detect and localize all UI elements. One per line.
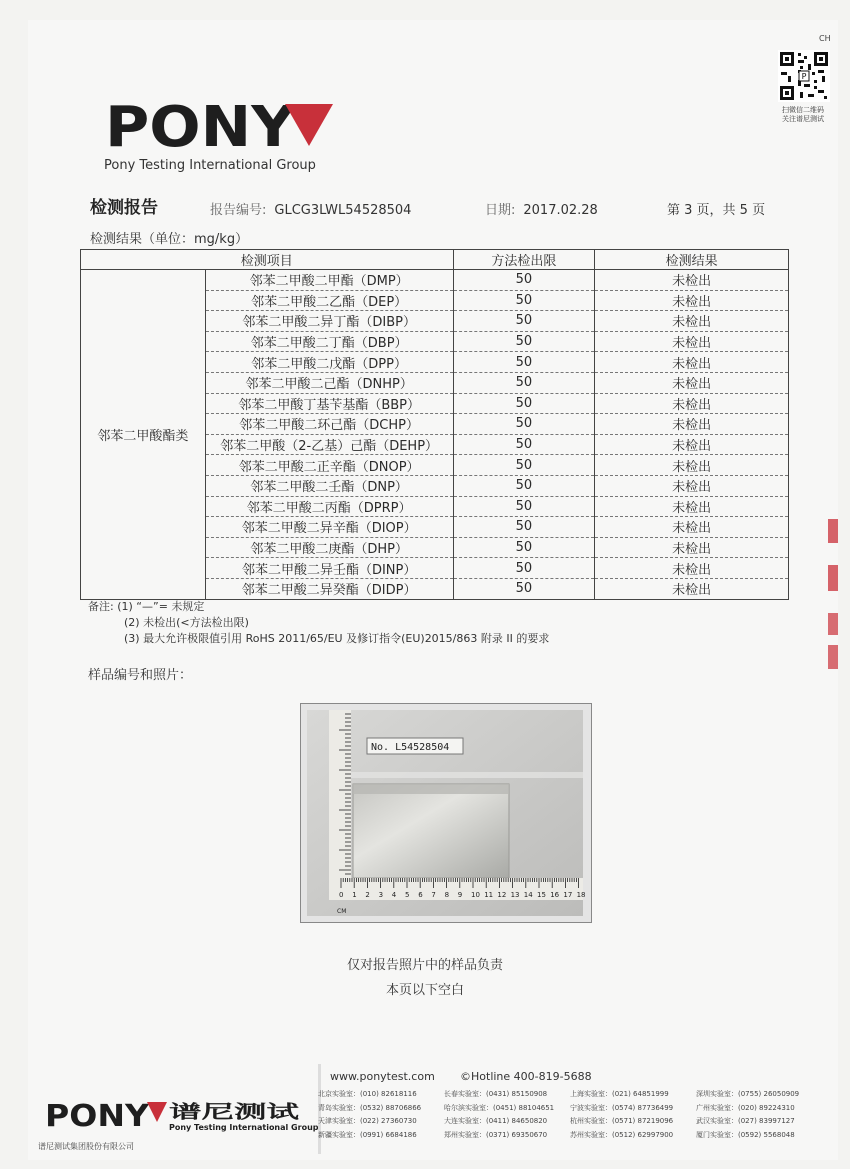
item-cell: 邻苯二甲酸二丁酯（DBP） [205,331,453,352]
item-cell: 邻苯二甲酸（2-乙基）己酯（DEHP） [205,434,453,455]
item-cell: 邻苯二甲酸二戊酯（DPP） [205,352,453,373]
svg-text:CM: CM [337,908,347,915]
page-indicator: 第 3 页，共 5 页 [667,203,766,218]
footer-website[interactable]: www.ponytest.com [330,1070,435,1083]
svg-text:6: 6 [418,891,423,899]
svg-text:18: 18 [576,891,586,899]
limit-cell: 50 [453,475,595,496]
svg-text:12: 12 [497,891,507,899]
report-number: 报告编号: GLCG3LWL54528504 [210,203,412,218]
samples-title: 样品编号和照片： [88,668,193,683]
lab-contact: 北京实验室：(010) 82618116 [318,1090,417,1098]
lab-contact: 青岛实验室：(0532) 88706866 [318,1103,422,1112]
lab-contact: 上海实验室：(021) 64851999 [570,1090,669,1098]
result-cell: 未检出 [595,372,789,393]
svg-text:No. L54528504: No. L54528504 [371,742,450,753]
limit-cell: 50 [453,517,595,538]
limit-cell: 50 [453,537,595,558]
svg-text:1: 1 [352,891,357,899]
item-cell: 邻苯二甲酸二乙酯（DEP） [205,290,453,311]
svg-text:14: 14 [523,891,533,899]
item-cell: 邻苯二甲酸二壬酯（DNP） [205,475,453,496]
lab-contact: 天津实验室：(022) 27360730 [318,1117,417,1125]
header-item: 检测项目 [81,250,454,270]
pony-logo [105,95,335,160]
result-cell: 未检出 [595,434,789,455]
result-cell: 未检出 [595,517,789,538]
category-cell: 邻苯二甲酸酯类 [81,270,206,600]
lab-contact: 大连实验室：(0411) 84650820 [444,1117,548,1125]
header-result: 检测结果 [595,250,789,270]
lab-contact: 哈尔滨实验室：(0451) 88104651 [444,1103,555,1112]
item-cell: 邻苯二甲酸二正辛酯（DNOP） [205,455,453,476]
item-cell: 邻苯二甲酸二丙酯（DPRP） [205,496,453,517]
footer-labs [318,1088,818,1142]
table-header-row [81,250,789,270]
item-cell: 邻苯二甲酸二甲酯（DMP） [205,270,453,291]
svg-text:Pony Testing International Gro: Pony Testing International Group [169,1123,319,1132]
lab-contact: 宁波实验室：(0574) 87736499 [570,1103,674,1112]
footer-pony-logo [45,1096,319,1136]
report-title: 检测报告 [90,198,158,218]
limit-cell: 50 [453,352,595,373]
blank-below-notice: 本页以下空白 [385,983,464,998]
qr-caption: 扫微信二维码 关注谱尼测试 [782,106,824,123]
limit-cell: 50 [453,578,595,599]
svg-text:16: 16 [550,891,560,899]
report-date: 日期: 2017.02.28 [485,203,598,218]
side-stamp-mark [826,515,840,675]
limit-cell: 50 [453,434,595,455]
result-cell: 未检出 [595,331,789,352]
svg-text:13: 13 [510,891,520,899]
lab-contact: 新疆实验室：(0991) 6684186 [318,1130,417,1139]
limit-cell: 50 [453,496,595,517]
result-cell: 未检出 [595,558,789,579]
result-cell: 未检出 [595,475,789,496]
result-cell: 未检出 [595,311,789,332]
svg-text:7: 7 [431,891,436,899]
svg-text:3: 3 [378,891,384,899]
sample-photo-illustration [307,710,586,916]
notes: 备注: (1) “—”= 未规定 (2) 未检出(<方法检出限) (3) 最大允许极限值引用 RoHS 2011/65/EU 及修订指令(EU)2015/863 附录 II 的要求 [88,600,550,645]
result-cell: 未检出 [595,270,789,291]
result-cell: 未检出 [595,496,789,517]
footer-company: 谱尼测试集团股份有限公司 [38,1142,134,1151]
item-cell: 邻苯二甲酸二己酯（DNHP） [205,372,453,393]
lab-contact: 厦门实验室：(0592) 5568048 [696,1130,795,1139]
limit-cell: 50 [453,331,595,352]
lab-contact: 郑州实验室：(0371) 69350670 [444,1130,548,1139]
footer-hotline: ©Hotline 400-819-5688 [460,1070,592,1083]
lab-contact: 杭州实验室：(0571) 87219096 [570,1117,674,1125]
results-caption: 检测结果（单位：mg/kg） [90,232,249,247]
limit-cell: 50 [453,393,595,414]
results-table [80,249,789,600]
result-cell: 未检出 [595,290,789,311]
item-cell: 邻苯二甲酸二异癸酯（DIDP） [205,578,453,599]
svg-text:17: 17 [563,891,573,899]
limit-cell: 50 [453,290,595,311]
result-cell: 未检出 [595,393,789,414]
table-row [81,270,789,291]
item-cell: 邻苯二甲酸二异辛酯（DIOP） [205,517,453,538]
result-cell: 未检出 [595,414,789,435]
qr-code-icon [778,50,830,102]
svg-text:9: 9 [457,891,463,899]
header-limit: 方法检出限 [453,250,595,270]
result-cell: 未检出 [595,352,789,373]
svg-text:谱尼测试: 谱尼测试 [169,1102,241,1123]
limit-cell: 50 [453,311,595,332]
svg-text:11: 11 [484,891,494,899]
svg-text:P: P [801,72,807,81]
sample-photo [307,710,586,916]
item-cell: 邻苯二甲酸二异壬酯（DINP） [205,558,453,579]
lab-contact: 深圳实验室：(0755) 26050909 [696,1090,800,1098]
result-cell: 未检出 [595,537,789,558]
svg-text:2: 2 [365,891,370,899]
limit-cell: 50 [453,270,595,291]
limit-cell: 50 [453,372,595,393]
svg-text:PONY: PONY [45,1099,151,1134]
logo-subtitle: Pony Testing International Group [104,158,316,173]
svg-text:0: 0 [339,891,344,899]
lab-contact: 武汉实验室：(027) 83997127 [696,1117,795,1125]
result-cell: 未检出 [595,578,789,599]
svg-text:15: 15 [537,891,546,899]
item-cell: 邻苯二甲酸二环己酯（DCHP） [205,414,453,435]
limit-cell: 50 [453,455,595,476]
photo-disclaimer: 仅对报告照片中的样品负责 [346,958,503,973]
limit-cell: 50 [453,558,595,579]
lab-contact: 广州实验室：(020) 89224310 [696,1103,795,1112]
item-cell: 邻苯二甲酸二异丁酯（DIBP） [205,311,453,332]
item-cell: 邻苯二甲酸丁基苄基酯（BBP） [205,393,453,414]
item-cell: 邻苯二甲酸二庚酯（DHP） [205,537,453,558]
svg-text:8: 8 [444,891,450,899]
lab-contact: 长春实验室：(0431) 85150908 [444,1090,548,1098]
limit-cell: 50 [453,414,595,435]
lab-contact: 苏州实验室：(0512) 62997900 [570,1130,674,1139]
phone-icon: © [460,1070,471,1083]
svg-text:4: 4 [391,891,397,899]
corner-code: CH [819,34,831,43]
svg-text:5: 5 [405,891,410,899]
result-cell: 未检出 [595,455,789,476]
svg-text:10: 10 [471,891,480,899]
svg-text:PONY: PONY [105,95,297,160]
